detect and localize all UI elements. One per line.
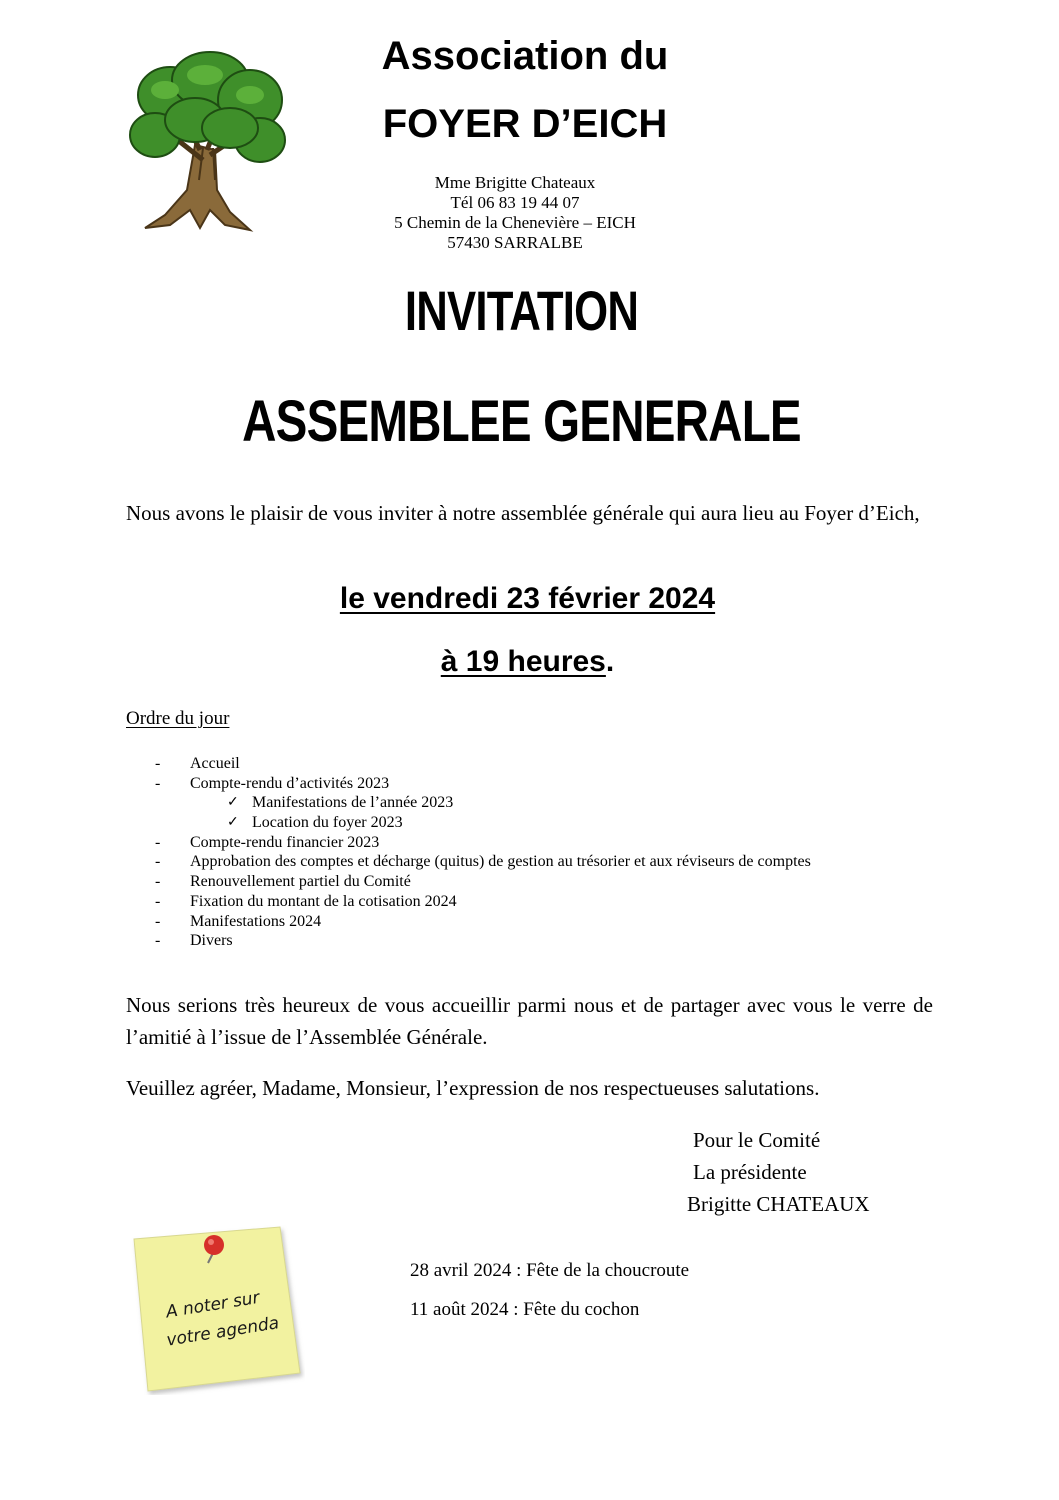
agenda-item-text: Divers bbox=[190, 932, 233, 950]
checkmark-icon: ✓ bbox=[227, 795, 239, 811]
association-name: Association du bbox=[381, 34, 669, 78]
upcoming-event: 28 avril 2024 : Fête de la choucroute bbox=[410, 1260, 690, 1281]
bullet-dash: - bbox=[155, 932, 161, 950]
signature-role: La présidente bbox=[693, 1160, 807, 1184]
agenda-item-text: Renouvellement partiel du Comité bbox=[190, 873, 411, 891]
bullet-dash: - bbox=[155, 774, 161, 792]
agenda-subitem-text: Location du foyer 2023 bbox=[252, 814, 403, 832]
intro-paragraph: Nous avons le plaisir de vous inviter à notre assemblée générale qui aura lieu au Foyer d’Eich, bbox=[126, 501, 920, 525]
sticky-note-line1: A noter sur bbox=[164, 1287, 261, 1323]
signature-for-committee: Pour le Comité bbox=[693, 1128, 821, 1152]
contact-name: Mme Brigitte Chateaux bbox=[434, 173, 596, 192]
agenda-item-text: Manifestations 2024 bbox=[190, 912, 322, 930]
sticky-note bbox=[130, 1225, 305, 1395]
association-title: FOYER D’EICH bbox=[382, 102, 668, 146]
bullet-dash: - bbox=[155, 912, 161, 930]
bullet-dash: - bbox=[155, 833, 161, 851]
agenda-item-text: Fixation du montant de la cotisation 2024 bbox=[190, 892, 457, 910]
event-time-text: à 19 heures bbox=[440, 645, 606, 678]
bullet-dash: - bbox=[155, 853, 161, 871]
upcoming-event: 11 août 2024 : Fête du cochon bbox=[410, 1299, 640, 1320]
event-date bbox=[0, 582, 1057, 616]
agenda-item-text: Compte-rendu d’activités 2023 bbox=[190, 774, 390, 792]
event-time bbox=[0, 645, 1057, 679]
agenda-title: Ordre du jour bbox=[126, 708, 230, 729]
contact-address: 5 Chemin de la Chenevière – EICH bbox=[394, 213, 636, 232]
sticky-note-line2: votre agenda bbox=[165, 1313, 281, 1351]
event-time-period: . bbox=[605, 645, 615, 678]
signature-name: Brigitte CHATEAUX bbox=[687, 1192, 870, 1216]
contact-phone: Tél 06 83 19 44 07 bbox=[450, 193, 580, 212]
closing-paragraph: Nous serions très heureux de vous accueillir parmi nous et de partager avec vous le verre de l’amitié à l’issue de l’Assemblée Générale. bbox=[126, 993, 933, 1049]
agenda-subitem-text: Manifestations de l’année 2023 bbox=[252, 794, 454, 812]
agenda-item-text: Approbation des comptes et décharge (quitus) de gestion au trésorier et aux réviseurs de comptes bbox=[190, 853, 811, 871]
bullet-dash: - bbox=[155, 892, 161, 910]
agenda-item-text: Compte-rendu financier 2023 bbox=[190, 833, 380, 851]
checkmark-icon: ✓ bbox=[227, 815, 239, 831]
tree-logo bbox=[125, 50, 290, 235]
bullet-dash: - bbox=[155, 873, 161, 891]
title-invitation: INVITATION bbox=[404, 279, 639, 342]
contact-city: 57430 SARRALBE bbox=[447, 233, 583, 252]
salutation-paragraph: Veuillez agréer, Madame, Monsieur, l’expression de nos respectueuses salutations. bbox=[126, 1076, 820, 1100]
event-date-text: le vendredi 23 février 2024 bbox=[339, 582, 716, 615]
title-assemblee-generale: ASSEMBLEE GENERALE bbox=[242, 389, 801, 454]
bullet-dash: - bbox=[155, 755, 161, 772]
agenda-item-text: Accueil bbox=[190, 755, 240, 772]
